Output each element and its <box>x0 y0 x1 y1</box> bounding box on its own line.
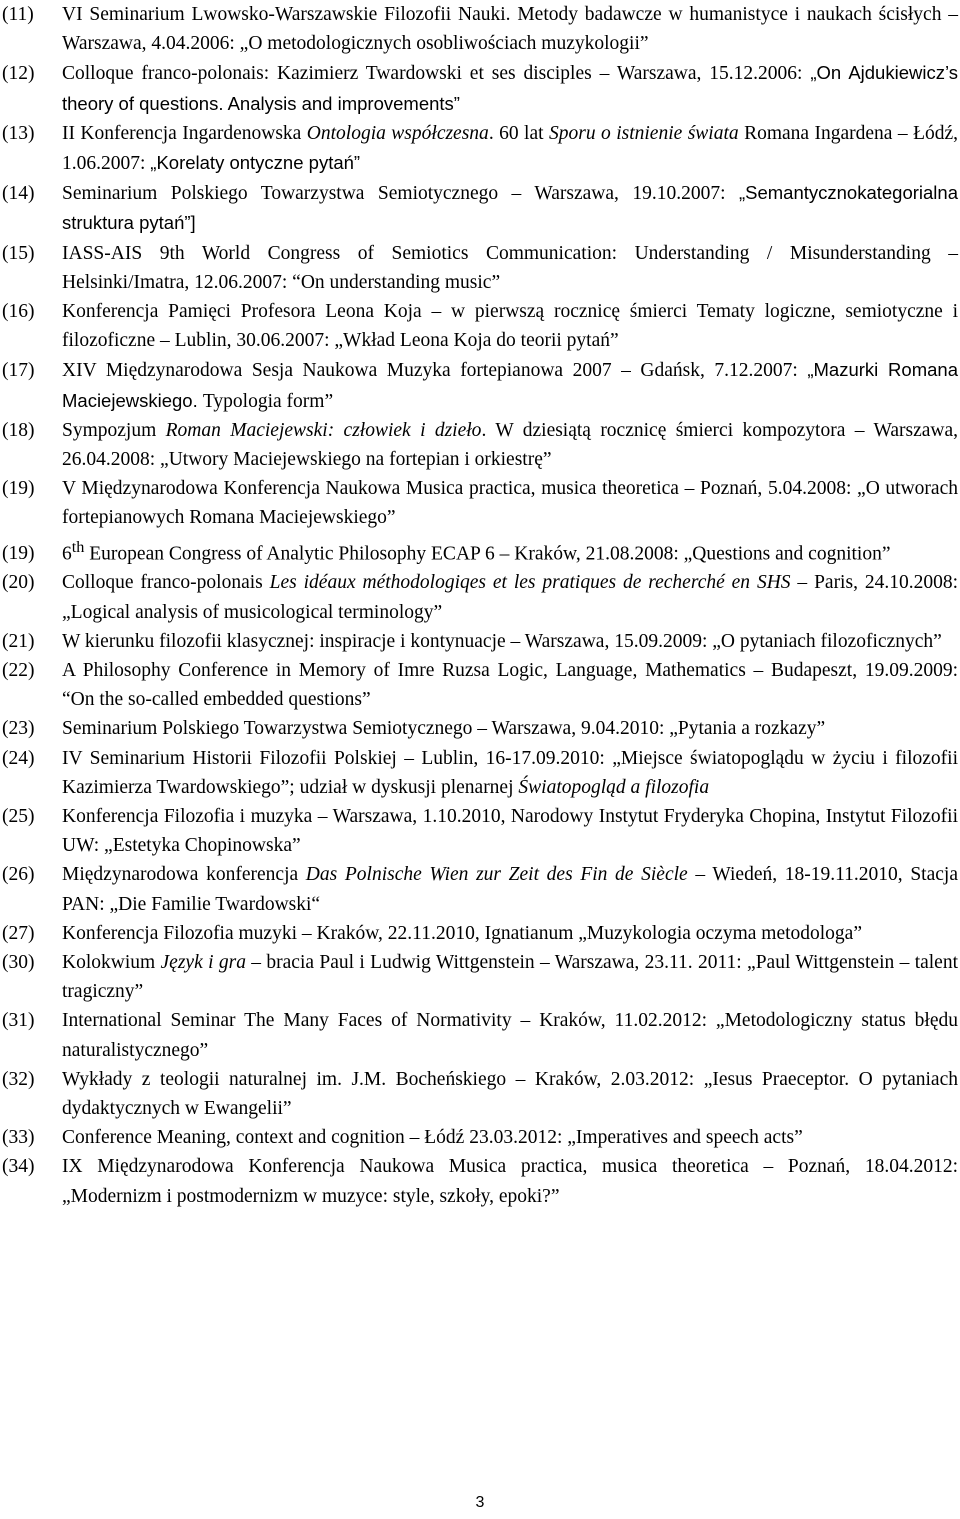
list-item-number: (19) <box>2 478 35 500</box>
list-item-number: (19) <box>2 543 35 565</box>
list-item-number: (15) <box>2 242 35 264</box>
talk-title: „Semantycznokategorialna struktura pytań”] <box>62 182 958 234</box>
list-item-text: . 60 lat <box>488 122 549 144</box>
italic-title: Ontologia współczesna <box>306 122 489 144</box>
list-item-text: Sympozjum <box>62 419 166 441</box>
superscript: th <box>71 537 85 556</box>
list-item-text: – Paris, 24.10.2008: „Logical analysis of musicological terminology” <box>62 572 958 623</box>
list-item-text: Międzynarodowa konferencja <box>62 864 306 886</box>
list-item <box>2 1006 958 1064</box>
list-item <box>2 533 958 569</box>
list-item <box>2 416 958 474</box>
list-item <box>2 1152 958 1210</box>
list-item <box>2 627 958 656</box>
list-item <box>2 802 958 860</box>
list-item <box>2 919 958 948</box>
list-item-number: (24) <box>2 747 35 769</box>
list-item <box>2 474 958 532</box>
list-item <box>2 860 958 918</box>
list-item-text: – bracia Paul i Ludwig Wittgenstein – Warszawa, 23.11. 2011: „Paul Wittgenstein – talent tragiczny” <box>62 952 959 1003</box>
list-item-text: IX Międzynarodowa Konferencja Naukowa Musica practica, musica theoretica – Poznań, 18.04.2012: „Modernizm i postmodernizm w muzyce: style, szkoły, epoki?” <box>62 1156 958 1207</box>
list-item-text: V Międzynarodowa Konferencja Naukowa Musica practica, musica theoretica – Poznań, 5.04.2008: „O utworach fortepianowych Romana Maciejewskiego” <box>62 478 958 529</box>
talk-title: „Mazurki Romana Maciejewskiego. <box>62 359 958 411</box>
list-item-text: – Wiedeń, 18-19.11.2010, Stacja PAN: „Die Familie Twardowski“ <box>62 864 958 915</box>
list-item <box>2 656 958 714</box>
talk-title: „On Ajdukiewicz’s theory of questions. Analysis and improvements” <box>62 62 958 114</box>
list-item-text: XIV Międzynarodowa Sesja Naukowa Muzyka fortepianowa 2007 – Gdańsk, 7.12.2007: <box>62 360 808 382</box>
list-item-text: Romana Ingardena – Łódź, 1.06.2007: <box>62 122 959 175</box>
italic-title: Język i gra <box>160 952 246 973</box>
list-item-text: A Philosophy Conference in Memory of Imre Ruzsa Logic, Language, Mathematics – Budapeszt, 19.09.2009: “On the so-called embedded questions” <box>62 659 958 711</box>
list-item-number: (13) <box>2 122 35 144</box>
italic-title: Les idéaux méthodologiqes et les pratiques de recherché en SHS <box>269 572 791 594</box>
list-item-text: IASS-AIS 9th World Congress of Semiotics Communication: Understanding / Misunderstanding – Helsinki/Imatra, 12.06.2007: “On understanding music” <box>62 242 958 293</box>
list-item-number: (20) <box>2 572 35 594</box>
list-item-number: (11) <box>2 4 34 25</box>
list-item-text: Colloque franco-polonais: Kazimierz Twardowski et ses disciples – Warszawa, 15.12.2006: <box>62 63 811 85</box>
list-item-number: (32) <box>2 1068 35 1090</box>
italic-title: Sporu o istnienie świata <box>548 122 739 144</box>
list-item-text: Colloque franco-polonais <box>62 572 270 594</box>
list-item-text: II Konferencja Ingardenowska <box>62 122 307 144</box>
list-item-text: IV Seminarium Historii Filozofii Polskiej – Lublin, 16-17.09.2010: „Miejsce światopoglądu w życiu i filozofii Kazimierza Twardowskiego”; udział w dyskusji plenarnej <box>62 747 958 798</box>
list-item-number: (22) <box>2 659 35 681</box>
list-item-number: (12) <box>2 63 35 85</box>
list-item <box>2 119 958 178</box>
list-item-number: (30) <box>2 952 35 973</box>
list-item <box>2 744 958 802</box>
list-item-number: (27) <box>2 922 35 944</box>
list-item <box>2 1123 958 1152</box>
list-item-text: VI Seminarium Lwowsko-Warszawskie Filozofii Nauki. Metody badawcze w humanistyce i naukach ścisłych – Warszawa, 4.04.2006: „O metodologicznych osobliwościach muzykologii” <box>62 4 958 55</box>
list-item-number: (34) <box>2 1156 35 1178</box>
list-item <box>2 355 958 415</box>
list-item <box>2 58 958 118</box>
list-item-number: (23) <box>2 718 35 740</box>
talk-title: „Korelaty ontyczne pytań” <box>150 152 361 174</box>
list-item-text: W kierunku filozofii klasycznej: inspiracje i kontynuacje – Warszawa, 15.09.2009: „O pytaniach filozoficznych” <box>62 630 942 652</box>
list-item-text: Typologia form” <box>202 390 334 412</box>
list-item <box>2 239 958 297</box>
list-item-number: (17) <box>2 360 35 382</box>
list-item <box>2 297 958 355</box>
italic-title: Roman Maciejewski: człowiek i dzieło <box>165 419 482 441</box>
list-item-text: Seminarium Polskiego Towarzystwa Semiotycznego – Warszawa, 19.10.2007: <box>62 183 739 205</box>
list-item-number: (33) <box>2 1127 35 1149</box>
list-item <box>2 1065 958 1123</box>
italic-title: Światopogląd a filozofia <box>518 776 710 798</box>
list-item-text: Konferencja Pamięci Profesora Leona Koja – w pierwszą rocznicę śmierci Tematy logiczne, semiotyczne i filozoficzne – Lublin, 30.06.2007: „Wkład Leona Koja do teorii pytań” <box>62 301 958 352</box>
page-number: 3 <box>475 1494 485 1511</box>
list-item <box>2 568 958 626</box>
list-item-number: (18) <box>2 419 35 441</box>
list-item-number: (21) <box>2 630 35 652</box>
list-item-number: (25) <box>2 805 35 827</box>
list-item-text: European Congress of Analytic Philosophy ECAP 6 – Kraków, 21.08.2008: „Questions and cognition” <box>84 543 891 565</box>
list-item <box>2 714 958 743</box>
list-item-text: Konferencja Filozofia i muzyka – Warszawa, 1.10.2010, Narodowy Instytut Fryderyka Chopina, Instytut Filozofii UW: „Estetyka Chopinowska” <box>62 805 958 857</box>
list-item-text: International Seminar The Many Faces of Normativity – Kraków, 11.02.2012: „Metodologiczny status błędu naturalistycznego” <box>62 1010 958 1061</box>
list-item-text: Seminarium Polskiego Towarzystwa Semiotycznego – Warszawa, 9.04.2010: „Pytania a rozkazy” <box>62 718 826 740</box>
list-item-number: (14) <box>2 183 35 205</box>
list-item-number: (16) <box>2 301 35 323</box>
list-item-text: . W dziesiątą rocznicę śmierci kompozytora – Warszawa, 26.04.2008: „Utwory Maciejewskiego na fortepian i orkiestrę” <box>62 419 958 471</box>
italic-title: Das Polnische Wien zur Zeit des Fin de Siècle <box>305 864 688 886</box>
list-item-text: Wykłady z teologii naturalnej im. J.M. Bocheńskiego – Kraków, 2.03.2012: „Iesus Praeceptor. O pytaniach dydaktycznych w Ewangelii” <box>62 1068 958 1120</box>
list-item-text: 6 <box>62 543 72 565</box>
list-item <box>2 948 958 1006</box>
list-item-number: (31) <box>2 1010 35 1032</box>
list-item-text: Conference Meaning, context and cognition – Łódź 23.03.2012: „Imperatives and speech acts” <box>62 1127 803 1149</box>
list-item <box>2 178 958 238</box>
list-item <box>2 0 958 58</box>
list-item-text: Kolokwium <box>62 952 161 973</box>
list-item-text: Konferencja Filozofia muzyki – Kraków, 22.11.2010, Ignatianum „Muzykologia oczyma metodologa” <box>62 922 862 944</box>
list-item-number: (26) <box>2 864 35 886</box>
